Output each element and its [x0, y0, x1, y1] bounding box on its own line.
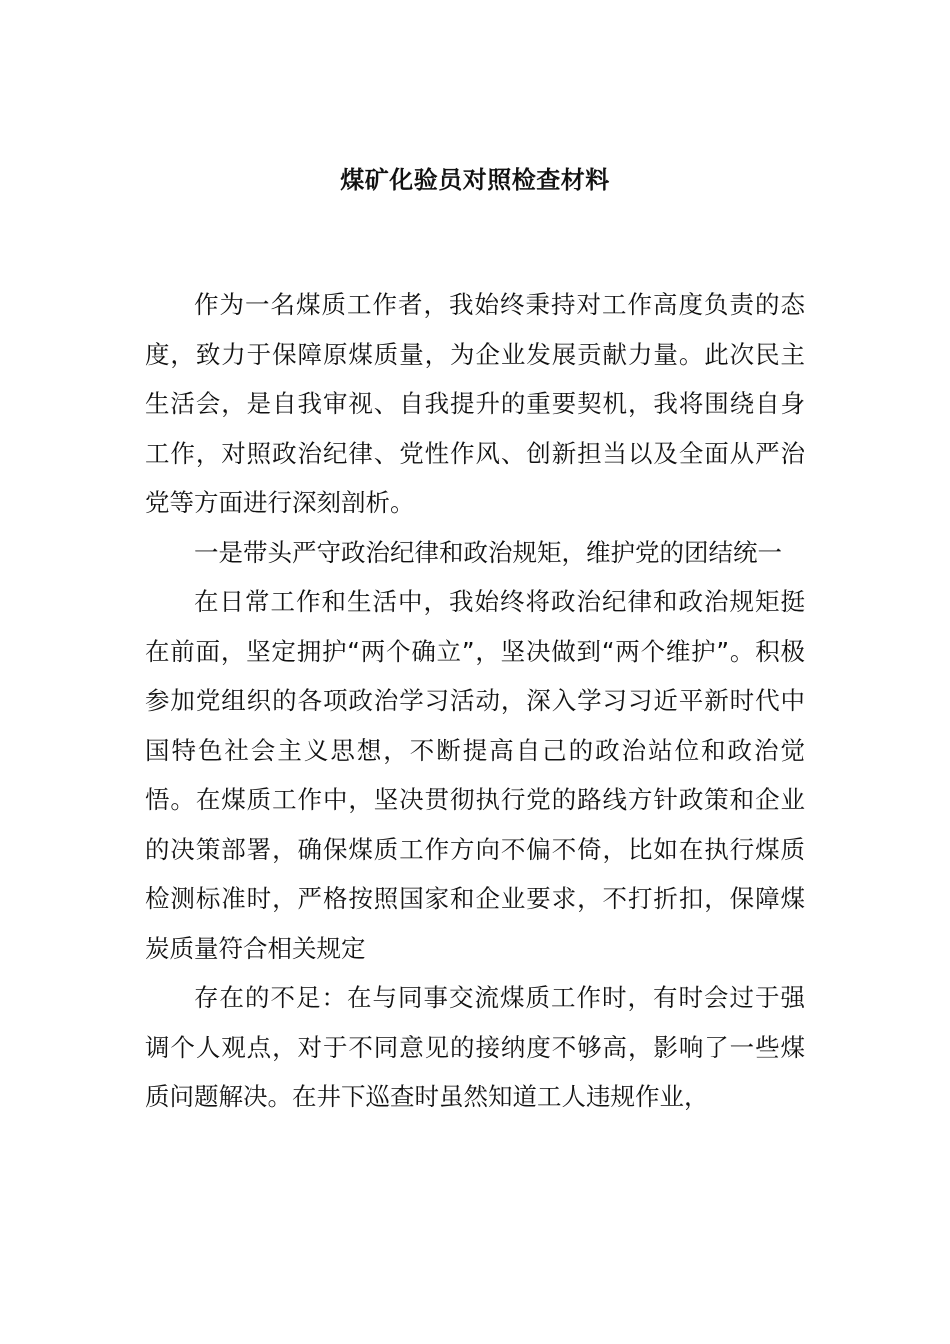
document-title: 煤矿化验员对照检查材料	[340, 166, 610, 194]
paragraph-shortcomings: 存在的不足：在与同事交流煤质工作时，有时会过于强调个人观点，对于不同意见的接纳度不够高，影响了一些煤质问题解决。在井下巡查时虽然知道工人违规作业，	[145, 983, 805, 1111]
paragraph-heading-one: 一是带头严守政治纪律和政治规矩，维护党的团结统一	[194, 537, 782, 567]
paragraph-intro: 作为一名煤质工作者，我始终秉持对工作高度负责的态度，致力于保障原煤质量，为企业发展贡献力量。此次民主生活会，是自我审视、自我提升的重要契机，我将围绕自身工作，对照政治纪律、党性作风、创新担当以及全面从严治党等方面进行深刻剖析。	[145, 290, 805, 517]
paragraph-political-discipline: 在日常工作和生活中，我始终将政治纪律和政治规矩挺在前面，坚定拥护“两个确立”，坚决做到“两个维护”。积极参加党组织的各项政治学习活动，深入学习习近平新时代中国特色社会主义思想，不断提高自己的政治站位和政治觉悟。在煤质工作中，坚决贯彻执行党的路线方针政策和企业的决策部署，确保煤质工作方向不偏不倚，比如在执行煤质检测标准时，严格按照国家和企业要求，不打折扣，保障煤炭质量符合相关规定	[145, 587, 805, 963]
document-body	[145, 280, 805, 1122]
